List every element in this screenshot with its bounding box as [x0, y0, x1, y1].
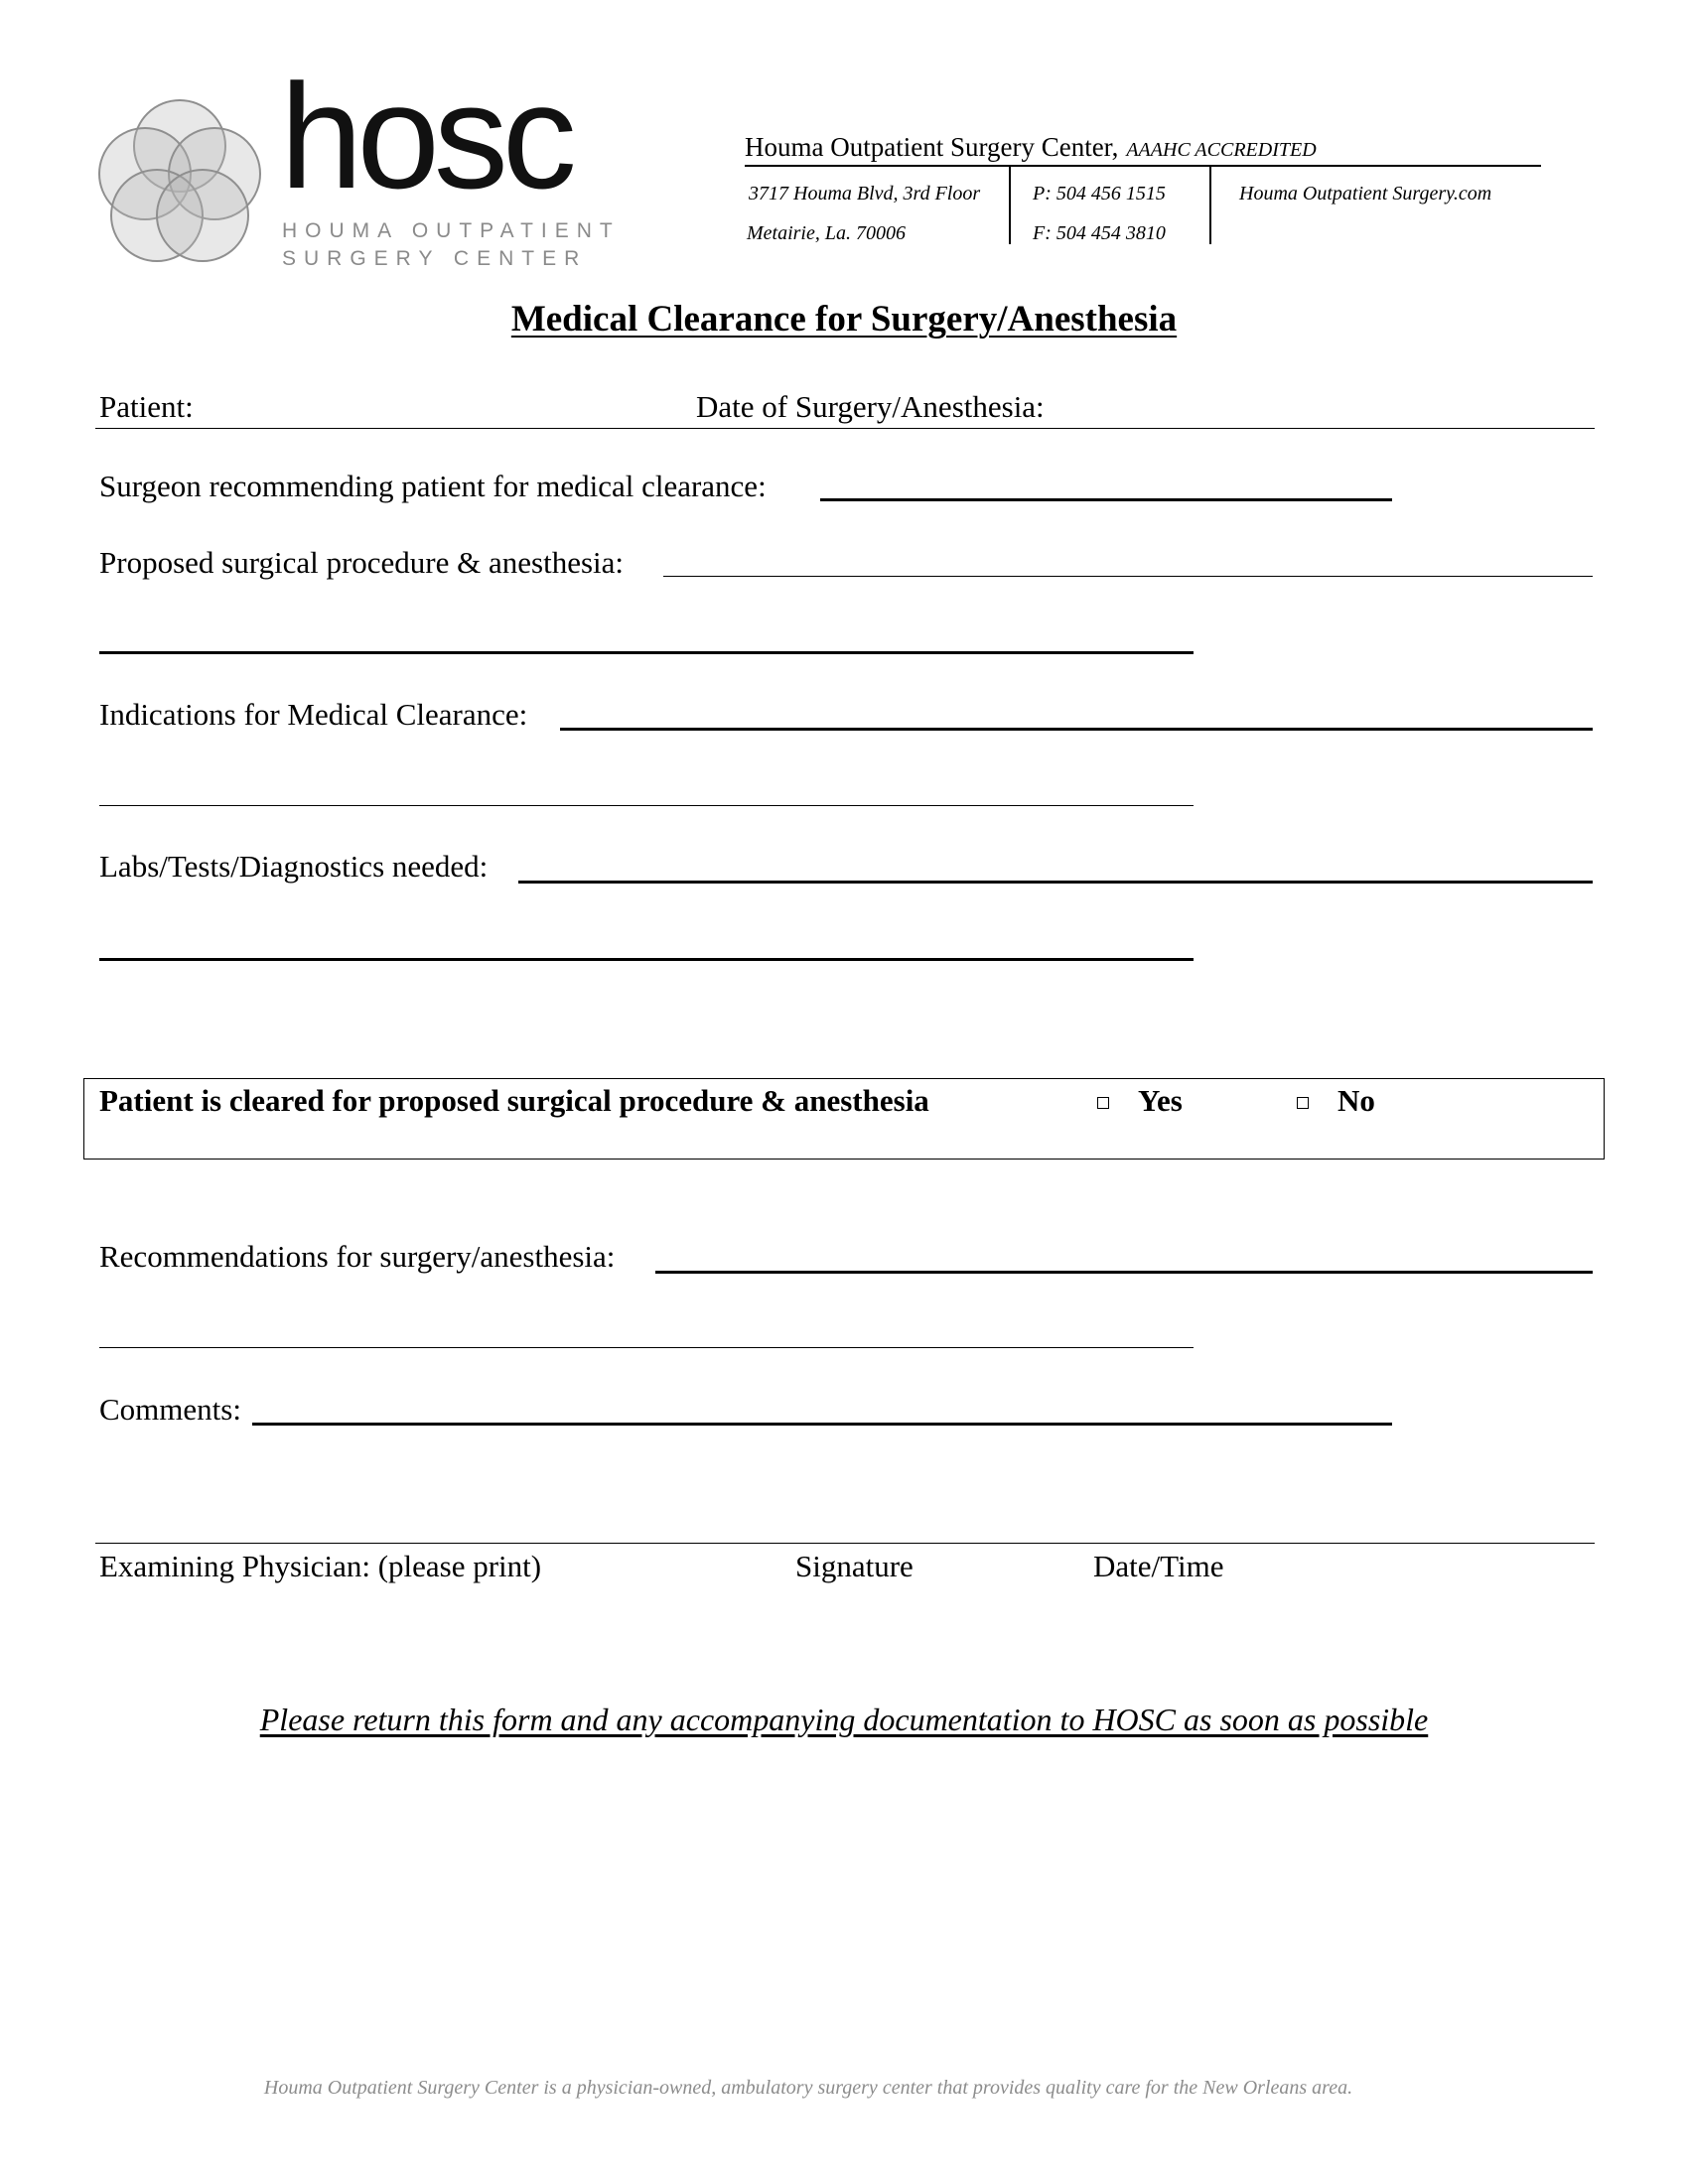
header-divider	[1209, 167, 1211, 244]
no-label: No	[1337, 1083, 1375, 1118]
form-title-text: Medical Clearance for Surgery/Anesthesia	[510, 299, 1178, 340]
comments-label: Comments:	[99, 1392, 241, 1427]
indications-label: Indications for Medical Clearance:	[99, 697, 528, 732]
header-rule	[745, 165, 1541, 167]
yes-label: Yes	[1138, 1083, 1183, 1118]
yes-checkbox[interactable]	[1097, 1097, 1109, 1109]
form-title	[0, 298, 1688, 341]
recommendations-field-line[interactable]	[655, 1271, 1593, 1274]
patient-field-line[interactable]	[95, 428, 1595, 429]
surgeon-field-line[interactable]	[820, 498, 1392, 501]
footer-note: Houma Outpatient Surgery Center is a physician-owned, ambulatory surgery center that provides quality care for the New Orleans area.	[263, 2077, 1353, 2099]
accreditation: AAAHC ACCREDITED	[1126, 139, 1317, 161]
recommendations-label: Recommendations for surgery/anesthesia:	[99, 1239, 616, 1274]
website-link[interactable]: Houma Outpatient Surgery.com	[1239, 183, 1492, 205]
clearance-label: Patient is cleared for proposed surgical procedure & anesthesia	[99, 1083, 929, 1118]
header-divider	[1009, 167, 1011, 244]
date-of-surgery-label: Date of Surgery/Anesthesia:	[696, 389, 1045, 424]
signature-label: Signature	[795, 1549, 914, 1583]
labs-label: Labs/Tests/Diagnostics needed:	[99, 849, 489, 884]
phone-number: P: 504 456 1515	[1033, 183, 1166, 205]
address-line-1: 3717 Houma Blvd, 3rd Floor	[749, 183, 981, 205]
indications-field-line[interactable]	[560, 728, 1593, 731]
labs-field-line-2[interactable]	[99, 958, 1194, 961]
labs-field-line[interactable]	[518, 881, 1593, 884]
patient-label: Patient:	[99, 389, 194, 424]
physician-label: Examining Physician: (please print)	[99, 1549, 542, 1583]
logo-subline-1: HOUMA OUTPATIENT	[282, 219, 621, 242]
logo-subline-2: SURGERY CENTER	[282, 247, 588, 270]
physician-signature-line[interactable]	[95, 1543, 1595, 1544]
logo-wordmark: hosc	[280, 53, 571, 219]
return-instructions	[0, 1702, 1688, 1738]
procedure-field-line[interactable]	[663, 576, 1593, 577]
center-name	[745, 132, 1317, 163]
recommendations-field-line-2[interactable]	[99, 1347, 1194, 1348]
address-line-2: Metairie, La. 70006	[747, 222, 906, 244]
indications-field-line-2[interactable]	[99, 805, 1194, 806]
no-checkbox[interactable]	[1297, 1097, 1309, 1109]
logo-circles-icon	[97, 94, 262, 265]
center-name-text: Houma Outpatient Surgery Center,	[745, 132, 1119, 162]
comments-field-line[interactable]	[252, 1423, 1392, 1426]
fax-number: F: 504 454 3810	[1033, 222, 1166, 244]
datetime-label: Date/Time	[1093, 1549, 1224, 1583]
procedure-label: Proposed surgical procedure & anesthesia:	[99, 545, 624, 580]
surgeon-label: Surgeon recommending patient for medical clearance:	[99, 469, 767, 503]
return-instructions-text: Please return this form and any accompanying documentation to HOSC as soon as possible	[259, 1702, 1429, 1737]
procedure-field-line-2[interactable]	[99, 651, 1194, 654]
